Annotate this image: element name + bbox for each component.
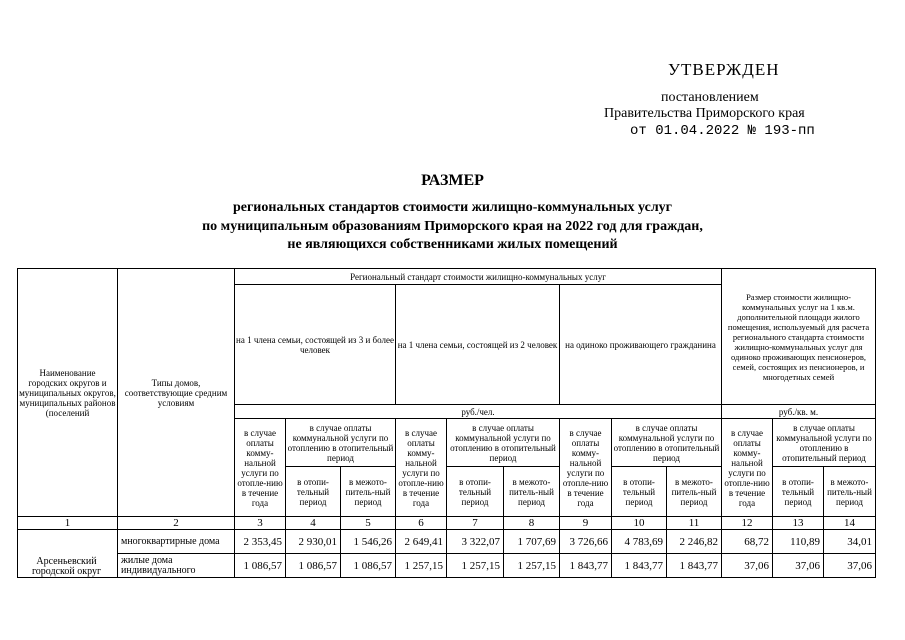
col-number: 11 <box>667 517 722 530</box>
header-pay-heating: в случае оплаты коммунальной услуги по отоплению в отопительный период <box>286 419 396 467</box>
col-number: 14 <box>824 517 876 530</box>
col-number: 1 <box>18 517 118 530</box>
table-cell: 3 726,66 <box>560 530 612 554</box>
header-pay-year: в случае оплаты комму-нальной услуги по отопле-нию в течение года <box>560 419 612 517</box>
header-pay-year: в случае оплаты комму-нальной услуги по отопле-нию в течение года <box>235 419 286 517</box>
table-row <box>18 554 876 578</box>
table-cell: 4 783,69 <box>612 530 667 554</box>
subtitle-line-1: региональных стандартов стоимости жилищно-коммунальных услуг <box>232 200 673 215</box>
header-heating-period: в отопи-тельный период <box>447 467 504 517</box>
col-number: 8 <box>504 517 560 530</box>
header-heating-period: в отопи-тельный период <box>773 467 824 517</box>
table-cell: 2 649,41 <box>396 530 447 554</box>
header-heating-period: в отопи-тельный период <box>286 467 341 517</box>
col-number: 10 <box>612 517 667 530</box>
table-cell: 34,01 <box>824 530 876 554</box>
header-municipality: Наименование городских округов и муниципальных округов, муниципальных районов (поселений <box>18 269 118 517</box>
col-number: 3 <box>235 517 286 530</box>
header-family-2: на 1 члена семьи, состоящей из 2 человек <box>396 285 560 405</box>
col-number: 5 <box>341 517 396 530</box>
table-cell: 2 353,45 <box>235 530 286 554</box>
col-number: 13 <box>773 517 824 530</box>
table-cell: 1 843,77 <box>667 554 722 578</box>
col-number: 12 <box>722 517 773 530</box>
approved-label: УТВЕРЖДЕН <box>668 60 780 79</box>
header-pay-heating: в случае оплаты коммунальной услуги по отоплению в отопительный период <box>773 419 876 467</box>
municipality-name: Арсеньевский городской округ <box>18 530 118 578</box>
header-pay-year: в случае оплаты комму-нальной услуги по отопле-нию в течение года <box>722 419 773 517</box>
header-inter-period: в межото-питель-ный период <box>824 467 876 517</box>
table-cell: 2 930,01 <box>286 530 341 554</box>
table-cell: 1 086,57 <box>286 554 341 578</box>
header-pay-year: в случае оплаты комму-нальной услуги по отопле-нию в течение года <box>396 419 447 517</box>
col-number: 7 <box>447 517 504 530</box>
table-row <box>18 530 876 554</box>
table-cell: 1 546,26 <box>341 530 396 554</box>
table-cell: 1 257,15 <box>396 554 447 578</box>
table-cell: 1 257,15 <box>447 554 504 578</box>
col-number: 9 <box>560 517 612 530</box>
table-cell: 2 246,82 <box>667 530 722 554</box>
header-family-3: на 1 члена семьи, состоящей из 3 и более человек <box>235 285 396 405</box>
header-extra-area-cost: Размер стоимости жилищно-коммунальных услуг на 1 кв.м. дополнительной площади жилого помещения, используемый для расчета регионального стандарта стоимости жилищно-коммунальных услуг для одиноко проживающих пенсионеров, семей, состоящих из пенсионеров, и многодетных семей <box>722 269 876 405</box>
header-inter-period: в межото-питель-ный период <box>341 467 396 517</box>
table-cell: 1 843,77 <box>612 554 667 578</box>
table-cell: 37,06 <box>773 554 824 578</box>
table-cell: 68,72 <box>722 530 773 554</box>
standards-table <box>17 268 876 578</box>
header-heating-period: в отопи-тельный период <box>612 467 667 517</box>
decree-line-1: постановлением <box>661 90 759 105</box>
table-cell: 1 086,57 <box>235 554 286 578</box>
header-house-type: Типы домов, соответствующие средним условиям <box>118 269 235 517</box>
table-cell: 1 707,69 <box>504 530 560 554</box>
col-number: 6 <box>396 517 447 530</box>
document-title: РАЗМЕР <box>421 172 484 189</box>
subtitle-line-3: не являющихся собственниками жилых помещений <box>287 237 618 252</box>
header-single: на одиноко проживающего гражданина <box>560 285 722 405</box>
table-cell: 3 322,07 <box>447 530 504 554</box>
decree-line-3: от 01.04.2022 № 193-пп <box>630 123 815 139</box>
header-inter-period: в межото-питель-ный период <box>504 467 560 517</box>
house-type: жилые дома индивидуального <box>118 554 235 578</box>
header-regional-standard: Региональный стандарт стоимости жилищно-коммунальных услуг <box>235 269 722 285</box>
unit-per-person: руб./чел. <box>235 405 722 419</box>
table-cell: 1 843,77 <box>560 554 612 578</box>
house-type: многоквартирные дома <box>118 530 235 554</box>
col-number: 4 <box>286 517 341 530</box>
subtitle-line-2: по муниципальным образованиям Приморского края на 2022 год для граждан, <box>202 219 703 234</box>
table-cell: 1 257,15 <box>504 554 560 578</box>
header-pay-heating: в случае оплаты коммунальной услуги по отоплению в отопительный период <box>612 419 722 467</box>
table-cell: 1 086,57 <box>341 554 396 578</box>
header-pay-heating: в случае оплаты коммунальной услуги по отоплению в отопительный период <box>447 419 560 467</box>
table-cell: 37,06 <box>824 554 876 578</box>
decree-line-2: Правительства Приморского края <box>604 106 805 121</box>
header-inter-period: в межото-питель-ный период <box>667 467 722 517</box>
unit-per-sqm: руб./кв. м. <box>722 405 876 419</box>
col-number: 2 <box>118 517 235 530</box>
table-cell: 110,89 <box>773 530 824 554</box>
table-cell: 37,06 <box>722 554 773 578</box>
